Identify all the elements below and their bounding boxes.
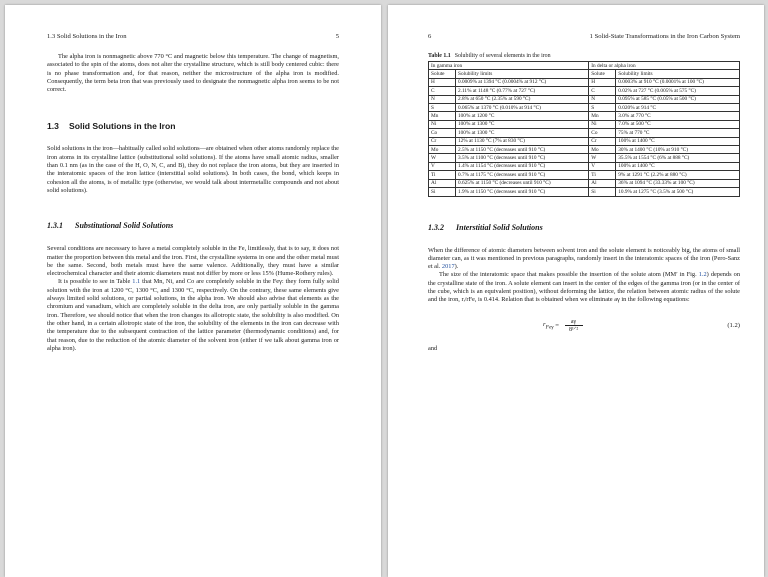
right-header-chapter: 1 Solid-State Transformations in the Iron Carbon System xyxy=(589,33,740,40)
table-body xyxy=(429,78,740,196)
table-row xyxy=(429,112,740,120)
table-row xyxy=(429,162,740,170)
table-row xyxy=(429,87,740,95)
subsection-number: 1.3.2 xyxy=(428,222,444,232)
limit-gamma-cell: 2.5% at 1150 °C (decreases until 910 °C) xyxy=(456,146,589,154)
solute-delta-cell: Co xyxy=(589,129,616,137)
paragraph-text: It is possible to see in Table xyxy=(58,278,133,286)
limit-delta-cell: 100% at 1400 °C xyxy=(616,137,740,145)
solute-delta-cell: Si xyxy=(589,188,616,196)
paragraph-text: ). xyxy=(454,263,459,271)
limit-gamma-cell: 12% at 1130 °C (7% at 830 °C) xyxy=(456,137,589,145)
solute-gamma-cell: C xyxy=(429,87,456,95)
subsection-number: 1.3.1 xyxy=(47,221,63,231)
col-solute-gamma: Solute xyxy=(429,70,456,78)
section-paragraph: Solid solutions in the iron—habitually called solid solutions—are obtained when other atoms randomly replace the iron atoms in its crystalline lattice (substitutional solid solutions). If the atoms have small atomic radius, smaller than 0.1 nm (as in the case of the H, O, N, C, and B), they do not replace the iron atoms, but they are inserted in the interatomic spaces of the iron lattice (interstitial solid solutions). In both cases, the bond, which keeps in cohesion all the atoms, is of metallic type (otherwise, we would talk about intermetallic compounds and not about solid solutions). xyxy=(47,145,339,194)
solute-delta-cell: V xyxy=(589,162,616,170)
intro-paragraph: The alpha iron is nonmagnetic above 770 °C and magnetic below this temperature. The change of magnetism, associated to the spin of the atoms, does not alter the crystalline structure, which is still body centered cubic: there is no phase transformation and, for that reason, neither the microstructure of the alpha iron is modified. Consequently, the term beta iron that was previously used to designate the nonmagnetic alpha iron seems to be not correct. xyxy=(47,53,339,94)
interstitial-paragraph-2 xyxy=(428,271,740,304)
table-row xyxy=(429,179,740,187)
table-row xyxy=(429,120,740,128)
limit-gamma-cell: 1.9% at 1150 °C (decreases until 910 °C) xyxy=(456,188,589,196)
equation-denominator: 8¹ᐟ² xyxy=(568,326,579,333)
equation-subscript: Feγ xyxy=(545,324,554,331)
limit-delta-cell: 0.095% at 585 °C (0.05% at 500 °C) xyxy=(616,95,740,103)
solubility-table xyxy=(428,61,740,197)
limit-delta-cell: 7.0% at 500 °C xyxy=(616,120,740,128)
paragraph-text: that Mn, Ni, and Co are completely soluble in the Feγ: they form fully solid solution with the iron at 1200 °C, 1300 °C, and 1300 °C, respectively. On the contrary, these same elements give always limited solid solutions, or partial solutions, in the alpha iron. We should also advise that elements as the chromium and vanadium, which are completely soluble in the delta iron, are only partially soluble in the gamma iron. Therefore, we should notice that when the iron changes its allotropic state, the solubility is also modified. On the other hand, in a certain allotropic state of the iron, the solubility of the elements in the iron can decrease with the temperature due to the subsequent contraction of the lattice parameter (thermodynamic conditions) and, for that reason, due to the reduction of the atomic diameter of the solvent iron (either if we talk about gamma iron or alpha iron). xyxy=(47,278,339,352)
table-row xyxy=(429,146,740,154)
paragraph-text: ) depends on the crystalline state of the iron. A solute element can insert in the center of the edges of the gamma iron (or in the center of the cube, which is an equivalent position), without deforming the lattice, the relation between atomic radius of the solute and the iron, rᵢ/rFe, is 0.414. Relation that is obtained when we eliminate aγ in the following equations: xyxy=(428,271,740,304)
limit-gamma-cell: 100% at 1300 °C xyxy=(456,120,589,128)
equation-1-2 xyxy=(428,319,740,333)
group-gamma-header: In gamma iron xyxy=(429,62,589,70)
table-label: Table 1.1 xyxy=(428,53,451,59)
left-header-section: 1.3 Solid Solutions in the Iron xyxy=(47,33,127,40)
limit-delta-cell: 0.02% at 727 °C (0.005% at 575 °C) xyxy=(616,87,740,95)
solute-delta-cell: S xyxy=(589,104,616,112)
limit-delta-cell: 100% at 1400 °C xyxy=(616,162,740,170)
limit-delta-cell: 10.9% at 1275 °C (3.5% at 500 °C) xyxy=(616,188,740,196)
figure-reference-link[interactable]: 1.2 xyxy=(698,271,707,279)
equation-number: (1.2) xyxy=(727,322,740,330)
solute-gamma-cell: Mo xyxy=(429,146,456,154)
solute-gamma-cell: Si xyxy=(429,188,456,196)
group-delta-header: In delta or alpha iron xyxy=(589,62,740,70)
limit-delta-cell: 3.0% at 770 °C xyxy=(616,112,740,120)
solute-delta-cell: Mn xyxy=(589,112,616,120)
table-group-header-row xyxy=(429,62,740,70)
table-row xyxy=(429,188,740,196)
col-limits-gamma: Solubility limits xyxy=(456,70,589,78)
limit-delta-cell: 75% at 770 °C xyxy=(616,129,740,137)
equation-fraction xyxy=(565,319,583,333)
substitutional-paragraph-2 xyxy=(47,278,339,353)
right-page-number: 6 xyxy=(428,33,432,40)
subsection-heading-1 xyxy=(47,221,339,230)
limit-gamma-cell: 2.8% at 650 °C (2.35% at 590 °C) xyxy=(456,95,589,103)
limit-gamma-cell: 100% at 1200 °C xyxy=(456,112,589,120)
left-running-header xyxy=(47,33,339,53)
solute-delta-cell: Al xyxy=(589,179,616,187)
solute-gamma-cell: S xyxy=(429,104,456,112)
limit-gamma-cell: 1.4% at 1154 °C (decreases until 910 °C) xyxy=(456,162,589,170)
limit-delta-cell: 30% at 1400 °C (10% at 910 °C) xyxy=(616,146,740,154)
solute-delta-cell: Mo xyxy=(589,146,616,154)
limit-gamma-cell: 0.065% at 1370 °C (0.010% at 914 °C) xyxy=(456,104,589,112)
equation-numerator: aγ xyxy=(570,318,577,325)
right-page xyxy=(388,5,764,577)
solute-delta-cell: W xyxy=(589,154,616,162)
equation-symbol: r xyxy=(543,320,546,328)
limit-gamma-cell: 0.0009% at 1394 °C (0.0004% at 912 °C) xyxy=(456,78,589,86)
left-page xyxy=(5,5,381,577)
solute-gamma-cell: N xyxy=(429,95,456,103)
interstitial-paragraph-1 xyxy=(428,247,740,272)
solute-delta-cell: H xyxy=(589,78,616,86)
col-limits-delta: Solubility limits xyxy=(616,70,740,78)
solute-gamma-cell: Mn xyxy=(429,112,456,120)
substitutional-paragraph-1: Several conditions are necessary to have a metal completely soluble in the Fe, limitlessly, that is to say, it does not matter the proportion between this metal and the iron. First, the crystalline systems in one and the other metal must be the same. Second, both metals must have the same valence. Additionally, they must have a similar electrochemical character and their atomic diameters must not differ by more or less 15% (Hume-Rothery rules). xyxy=(47,245,339,278)
subsection-heading-2 xyxy=(428,223,740,232)
subsection-title: Interstitial Solid Solutions xyxy=(456,222,543,232)
subsection-title: Substitutional Solid Solutions xyxy=(75,221,174,231)
limit-delta-cell: 36% at 1094 °C (33.33% at 100 °C) xyxy=(616,179,740,187)
solute-delta-cell: N xyxy=(589,95,616,103)
solute-gamma-cell: Al xyxy=(429,179,456,187)
solute-gamma-cell: V xyxy=(429,162,456,170)
table-row xyxy=(429,154,740,162)
limit-delta-cell: 0.020% at 914 °C xyxy=(616,104,740,112)
table-row xyxy=(429,137,740,145)
after-equation-text: and xyxy=(428,344,438,352)
left-page-number: 5 xyxy=(335,33,339,40)
paragraph-text: When the difference of atomic diameters between solvent iron and the solute element is noticeably big, the atoms of small diameter can, as it was mentioned in previous paragraphs, randomly insert in the interatomic spaces of the iron (Pero-Sanz et al. xyxy=(428,246,740,271)
citation-link[interactable]: 2017 xyxy=(441,263,455,271)
solute-gamma-cell: Co xyxy=(429,129,456,137)
table-row xyxy=(429,95,740,103)
solute-delta-cell: Ti xyxy=(589,171,616,179)
table-column-header-row xyxy=(429,70,740,78)
section-number: 1.3 xyxy=(47,121,59,132)
solute-gamma-cell: W xyxy=(429,154,456,162)
table-row xyxy=(429,129,740,137)
limit-delta-cell: 0.0003% at 910 °C (0.0001% at 100 °C) xyxy=(616,78,740,86)
table-reference-link[interactable]: 1.1 xyxy=(132,278,141,286)
limit-delta-cell: 35.5% at 1554 °C (6% at 888 °C) xyxy=(616,154,740,162)
table-caption-text: Solubility of several elements in the iron xyxy=(454,53,551,59)
equation-equals: = xyxy=(553,322,561,330)
table-caption xyxy=(428,53,740,59)
solute-gamma-cell: H xyxy=(429,78,456,86)
solute-gamma-cell: Ni xyxy=(429,120,456,128)
equation-lhs xyxy=(543,321,554,330)
limit-gamma-cell: 2.11% at 1148 °C (0.77% at 727 °C) xyxy=(456,87,589,95)
solute-gamma-cell: Ti xyxy=(429,171,456,179)
limit-gamma-cell: 3.5% at 1100 °C (decreases until 910 °C) xyxy=(456,154,589,162)
section-heading xyxy=(47,121,339,131)
limit-gamma-cell: 100% at 1300 °C xyxy=(456,129,589,137)
paragraph-text: The size of the interatomic space that makes possible the insertion of the solute atom (MM′ in Fig. xyxy=(439,271,699,279)
table-row xyxy=(429,104,740,112)
table-row xyxy=(429,78,740,86)
col-solute-delta: Solute xyxy=(589,70,616,78)
limit-gamma-cell: 0.625% at 1150 °C (decreases until 910 °C) xyxy=(456,179,589,187)
solute-delta-cell: C xyxy=(589,87,616,95)
solute-gamma-cell: Cr xyxy=(429,137,456,145)
limit-gamma-cell: 0.7% at 1175 °C (decreases until 910 °C) xyxy=(456,171,589,179)
solute-delta-cell: Ni xyxy=(589,120,616,128)
table-row xyxy=(429,171,740,179)
section-title: Solid Solutions in the Iron xyxy=(69,121,176,132)
limit-delta-cell: 9% at 1291 °C (2.2% at 880 °C) xyxy=(616,171,740,179)
solute-delta-cell: Cr xyxy=(589,137,616,145)
right-running-header xyxy=(428,33,740,53)
